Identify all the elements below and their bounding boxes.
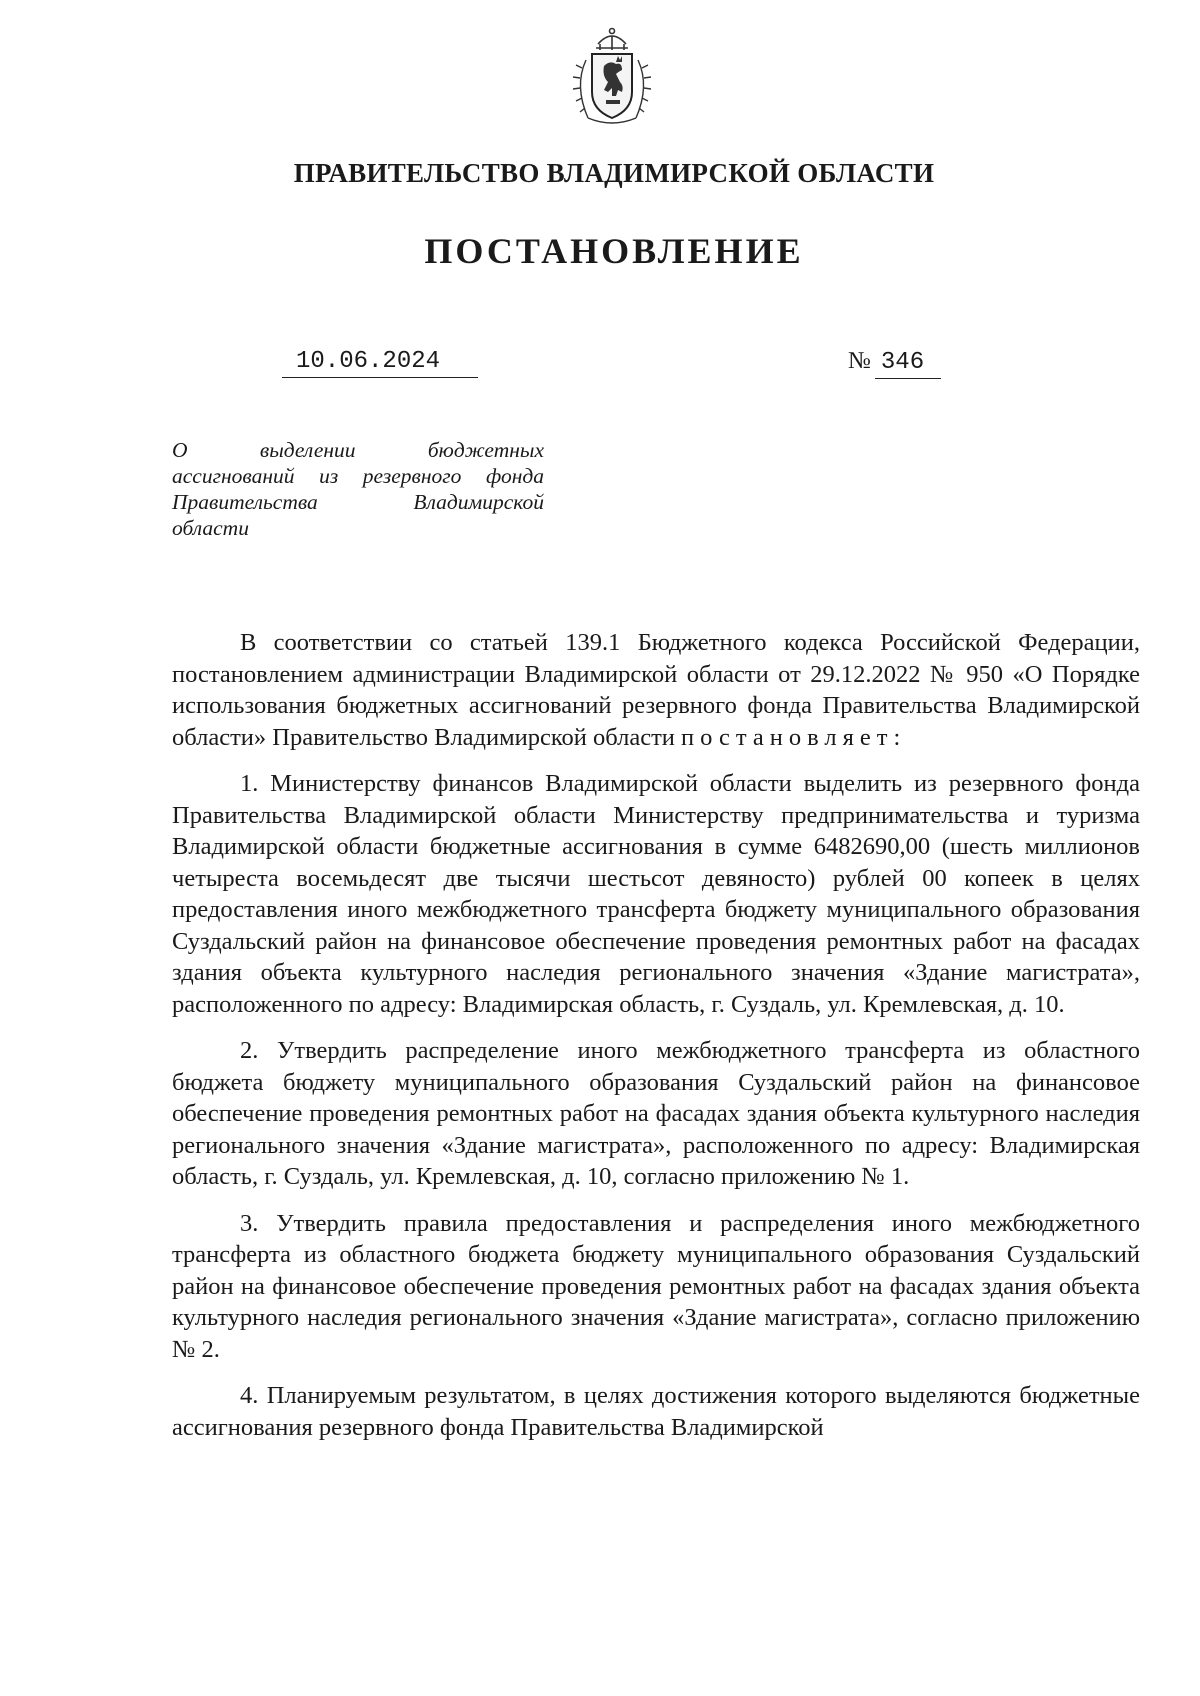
paragraph-item-1: 1. Министерству финансов Владимирской области выделить из резервного фонда Правительства Владимирской области Министерству предпринимательства и туризма Владимирской области бюджетные ассигнования в сумме 6482690,00 (шесть миллионов четыреста восемьдесят две тысячи шестьсот девяносто) рублей 00 копеек в целях предоставления иного межбюджетного трансферта бюджету муниципального образования Суздальский район на финансовое обеспечение проведения ремонтных работ на фасадах здания объекта культурного наследия регионального значения «Здание магистрата», расположенного по адресу: Владимирская область, г. Суздаль, ул. Кремлевская, д. 10.: [172, 770, 1140, 1018]
document-subject: [172, 437, 544, 541]
document-body: [172, 627, 1140, 1458]
paragraph-item-3: 3. Утвердить правила предоставления и распределения иного межбюджетного трансферта из областного бюджета бюджету муниципального образования Суздальский район на финансовое обеспечение проведения ремонтных работ на фасадах здания объекта культурного наследия регионального значения «Здание магистрата», согласно приложению № 2.: [172, 1209, 1140, 1363]
subject-line: О выделении бюджетных: [172, 438, 544, 462]
subject-line: Правительства Владимирской: [172, 490, 544, 514]
paragraph-item-2: 2. Утвердить распределение иного межбюджетного трансферта из областного бюджета бюджету муниципального образования Суздальский район на финансовое обеспечение проведения ремонтных работ на фасадах здания объекта культурного наследия регионального значения «Здание магистрата», расположенного по адресу: Владимирская область, г. Суздаль, ул. Кремлевская, д. 10, согласно приложению № 1.: [172, 1037, 1140, 1190]
document-type-title: ПОСТАНОВЛЕНИЕ: [424, 231, 804, 271]
number-value: 346: [875, 349, 941, 379]
number-sign: №: [848, 348, 871, 374]
vladimir-coat-of-arms-icon: [566, 26, 658, 130]
preamble-text: В соответствии со статьей 139.1 Бюджетного кодекса Российской Федерации, постановлением администрации Владимирской области от 29.12.2022 № 950 «О Порядке использования бюджетных ассигнований резервного фонда Правительства Владимирской области» Правительство Владимирской области: [172, 629, 1140, 751]
preamble-paragraph: [172, 627, 1140, 753]
organization-title: ПРАВИТЕЛЬСТВО ВЛАДИМИРСКОЙ ОБЛАСТИ: [293, 158, 935, 188]
document-number: [848, 348, 941, 379]
subject-line: ассигнований из резервного фонда: [172, 464, 544, 488]
resolves-word: постановляет:: [681, 723, 907, 751]
subject-line: области: [172, 516, 249, 540]
document-date: 10.06.2024: [282, 348, 478, 378]
paragraph-item-4: 4. Планируемым результатом, в целях достижения которого выделяются бюджетные ассигнования резервного фонда Правительства Владимирской: [172, 1382, 1140, 1441]
